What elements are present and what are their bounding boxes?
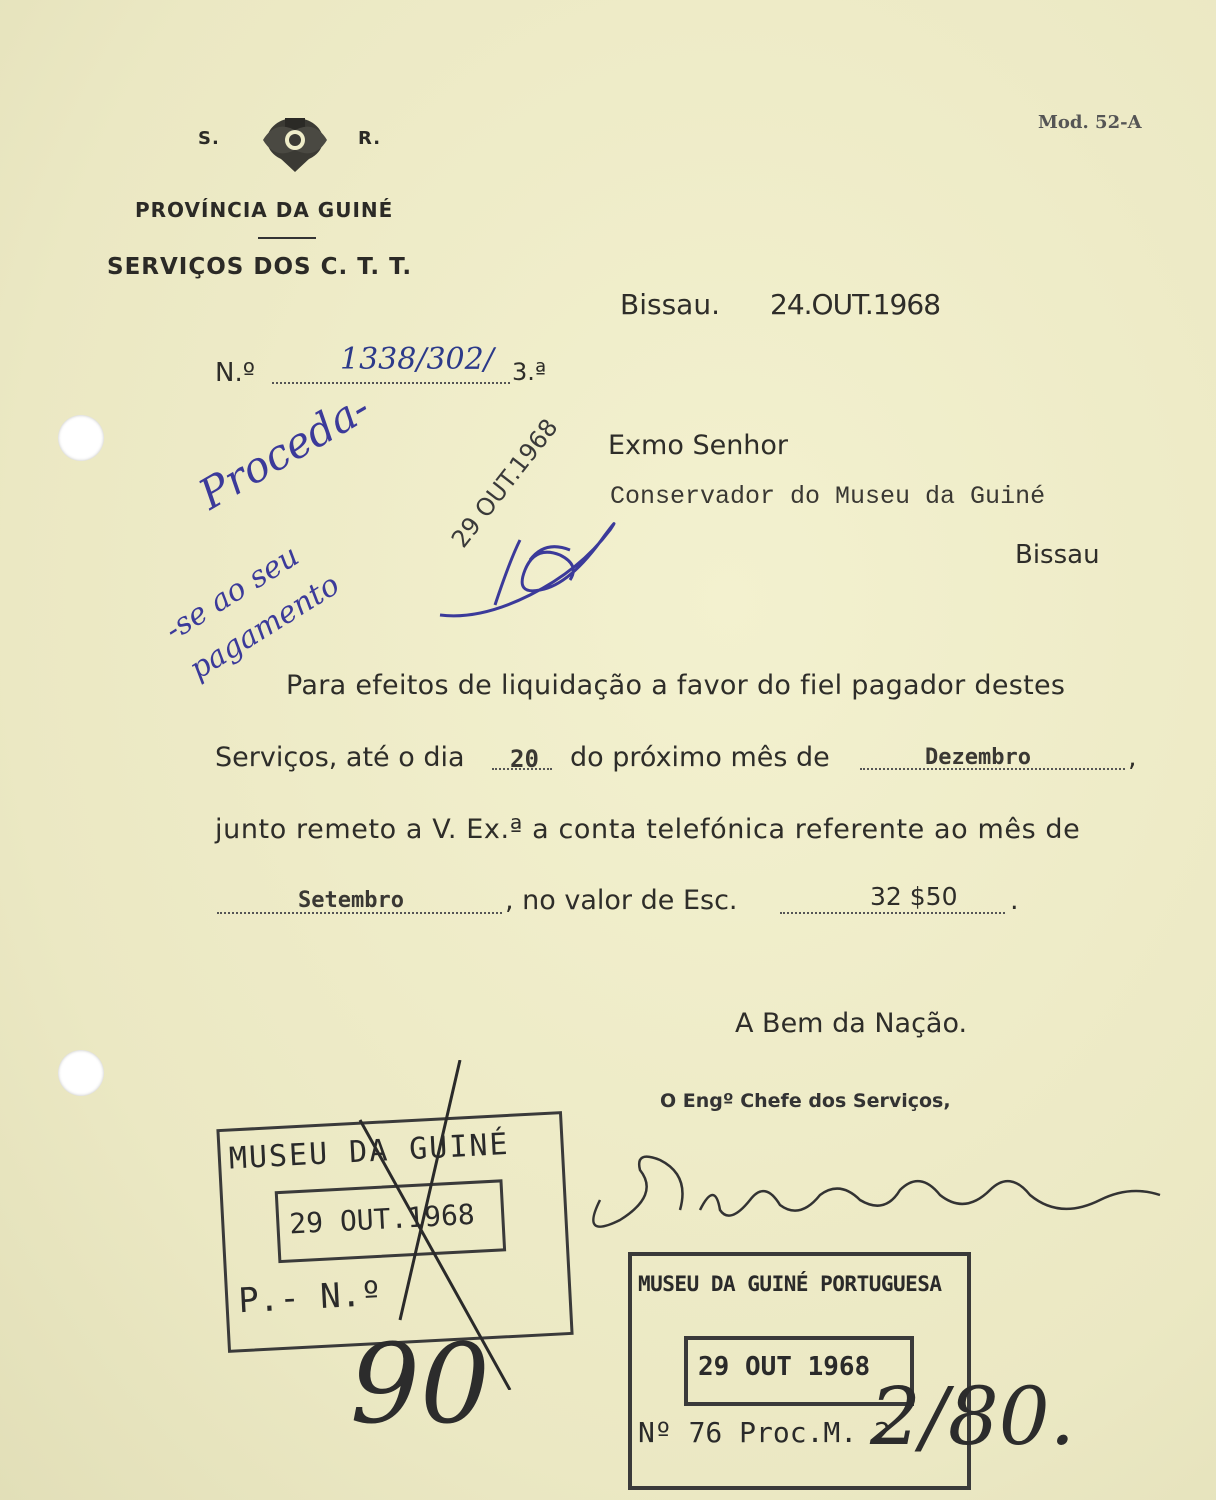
stamp1-field: P.- N.º — [237, 1273, 383, 1322]
header-left-initial: S. — [198, 128, 220, 149]
handwritten-annotation-line1: Proceda- — [190, 382, 378, 519]
signer-title: O Engº Chefe dos Serviços, — [660, 1090, 951, 1112]
province-heading: PROVÍNCIA DA GUINÉ — [135, 198, 394, 222]
model-number: Mod. 52-A — [1038, 112, 1142, 133]
amount-dotted-line — [780, 912, 1005, 914]
annotation-signature — [420, 500, 650, 630]
stamp2-title: MUSEU DA GUINÉ PORTUGUESA — [638, 1272, 942, 1296]
comma-1: , — [1128, 742, 1137, 773]
reference-month: Setembro — [298, 888, 404, 913]
payment-day: 20 — [510, 745, 539, 773]
service-heading: SERVIÇOS DOS C. T. T. — [107, 254, 413, 280]
place-label: Bissau. — [620, 288, 720, 321]
body-line-2-start: Serviços, até o dia — [215, 742, 465, 773]
payment-amount: 32 $50 — [870, 882, 958, 911]
next-month: Dezembro — [925, 745, 1031, 770]
reference-number: 1338/302/ — [340, 342, 494, 377]
body-line-1: Para efeitos de liquidação a favor do fiel pagador destes — [286, 670, 1066, 701]
punch-hole-top — [58, 415, 104, 461]
coat-of-arms-emblem — [255, 100, 335, 175]
addressee-title: Conservador do Museu da Guiné — [610, 482, 1046, 511]
body-line-2-middle: do próximo mês de — [570, 742, 830, 773]
reference-prefix: N.º — [215, 358, 255, 388]
body-line-4-end: , no valor de Esc. — [505, 885, 738, 916]
annotation-date-stamp: 29 OUT.1968 — [445, 413, 564, 553]
reference-suffix: 3.ª — [512, 358, 547, 386]
reference-dotted-line — [272, 382, 510, 384]
stamp2-field: Nº 76 Proc.M. 2 — [638, 1416, 891, 1449]
letter-date: 24.OUT.1968 — [770, 288, 941, 321]
period-1: . — [1010, 885, 1019, 916]
stamp2-date: 29 OUT 1968 — [698, 1352, 871, 1382]
punch-hole-bottom — [58, 1050, 104, 1096]
chief-signature — [540, 1140, 1180, 1250]
handwritten-annotation-line2: -se ao seu pagamento — [158, 538, 346, 687]
header-right-initial: R. — [358, 128, 382, 149]
addressee-salutation: Exmo Senhor — [608, 430, 789, 461]
closing-motto: A Bem da Nação. — [735, 1008, 968, 1039]
handwritten-number-left: 90 — [350, 1320, 490, 1448]
body-line-3: junto remeto a V. Ex.ª a conta telefónica referente ao mês de — [215, 814, 1081, 845]
handwritten-number-right: 2/80. — [870, 1370, 1076, 1463]
stamp1-title: MUSEU DA GUINÉ — [228, 1126, 511, 1177]
addressee-city: Bissau — [1015, 540, 1100, 570]
stamp1-date: 29 OUT.1968 — [288, 1197, 476, 1241]
header-divider — [258, 237, 316, 239]
